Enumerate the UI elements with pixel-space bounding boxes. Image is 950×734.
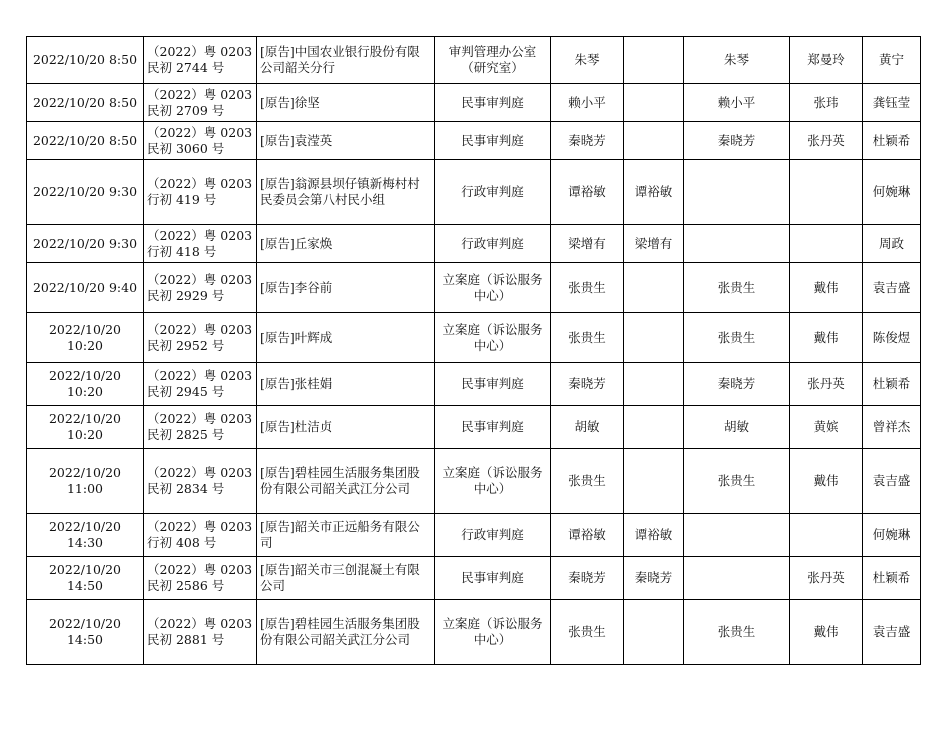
undertaking-judge-cell: [684, 514, 790, 557]
hearing-time-cell: 2022/10/20 8:50: [27, 84, 144, 122]
case-number-cell: （2022）粤 0203 民初 2709 号: [144, 84, 257, 122]
presiding-judge-cell: [624, 600, 684, 665]
party-cell: [原告]丘家焕: [257, 225, 435, 263]
hearing-time-cell: 2022/10/20 9:30: [27, 225, 144, 263]
hearing-time-cell: 2022/10/20 8:50: [27, 122, 144, 160]
undertaking-judge-cell: 朱琴: [684, 37, 790, 84]
department-cell: 审判管理办公室（研究室）: [435, 37, 551, 84]
department-cell: 民事审判庭: [435, 363, 551, 406]
judge-cell: 张贵生: [551, 263, 624, 313]
department-cell: 行政审判庭: [435, 225, 551, 263]
clerk-cell: 杜颖希: [863, 363, 921, 406]
judge-assistant-cell: [790, 225, 863, 263]
judge-cell: 张贵生: [551, 313, 624, 363]
presiding-judge-cell: [624, 122, 684, 160]
undertaking-judge-cell: [684, 225, 790, 263]
judge-cell: 秦晓芳: [551, 363, 624, 406]
party-cell: [原告]叶辉成: [257, 313, 435, 363]
case-number-cell: （2022）粤 0203 民初 2744 号: [144, 37, 257, 84]
judge-assistant-cell: 张丹英: [790, 363, 863, 406]
judge-cell: 胡敏: [551, 406, 624, 449]
hearing-time-cell: 2022/10/20 10:20: [27, 363, 144, 406]
judge-cell: 张贵生: [551, 600, 624, 665]
judge-assistant-cell: 张丹英: [790, 557, 863, 600]
table-row: [27, 225, 921, 263]
judge-cell: 秦晓芳: [551, 122, 624, 160]
judge-assistant-cell: [790, 514, 863, 557]
case-number-cell: （2022）粤 0203 民初 2834 号: [144, 449, 257, 514]
undertaking-judge-cell: 张贵生: [684, 600, 790, 665]
undertaking-judge-cell: 秦晓芳: [684, 363, 790, 406]
case-number-cell: （2022）粤 0203 行初 418 号: [144, 225, 257, 263]
judge-assistant-cell: 黄嫔: [790, 406, 863, 449]
presiding-judge-cell: 秦晓芳: [624, 557, 684, 600]
undertaking-judge-cell: [684, 557, 790, 600]
department-cell: 民事审判庭: [435, 406, 551, 449]
table-row: [27, 363, 921, 406]
undertaking-judge-cell: 张贵生: [684, 449, 790, 514]
case-number-cell: （2022）粤 0203 行初 408 号: [144, 514, 257, 557]
clerk-cell: 袁吉盛: [863, 449, 921, 514]
clerk-cell: 何婉琳: [863, 514, 921, 557]
department-cell: 行政审判庭: [435, 160, 551, 225]
hearing-time-cell: 2022/10/20 9:30: [27, 160, 144, 225]
table-row: [27, 313, 921, 363]
department-cell: 立案庭（诉讼服务中心）: [435, 449, 551, 514]
judge-cell: 秦晓芳: [551, 557, 624, 600]
department-cell: 立案庭（诉讼服务中心）: [435, 263, 551, 313]
judge-cell: 梁增有: [551, 225, 624, 263]
undertaking-judge-cell: 赖小平: [684, 84, 790, 122]
judge-assistant-cell: 戴伟: [790, 600, 863, 665]
presiding-judge-cell: [624, 313, 684, 363]
table-row: [27, 600, 921, 665]
undertaking-judge-cell: 张贵生: [684, 263, 790, 313]
department-cell: 民事审判庭: [435, 84, 551, 122]
undertaking-judge-cell: 张贵生: [684, 313, 790, 363]
undertaking-judge-cell: 秦晓芳: [684, 122, 790, 160]
judge-cell: 谭裕敏: [551, 514, 624, 557]
hearing-schedule-table: [26, 36, 921, 665]
presiding-judge-cell: [624, 84, 684, 122]
hearing-time-cell: 2022/10/20 8:50: [27, 37, 144, 84]
party-cell: [原告]杜洁贞: [257, 406, 435, 449]
party-cell: [原告]韶关市正远船务有限公司: [257, 514, 435, 557]
table-row: [27, 449, 921, 514]
case-number-cell: （2022）粤 0203 民初 2881 号: [144, 600, 257, 665]
case-number-cell: （2022）粤 0203 民初 2586 号: [144, 557, 257, 600]
table-row: [27, 37, 921, 84]
table-row: [27, 122, 921, 160]
table-row: [27, 406, 921, 449]
case-number-cell: （2022）粤 0203 民初 2952 号: [144, 313, 257, 363]
presiding-judge-cell: 谭裕敏: [624, 160, 684, 225]
judge-cell: 张贵生: [551, 449, 624, 514]
hearing-time-cell: 2022/10/20 11:00: [27, 449, 144, 514]
presiding-judge-cell: [624, 449, 684, 514]
presiding-judge-cell: [624, 363, 684, 406]
table-row: [27, 263, 921, 313]
clerk-cell: 陈俊煜: [863, 313, 921, 363]
department-cell: 立案庭（诉讼服务中心）: [435, 313, 551, 363]
judge-cell: 赖小平: [551, 84, 624, 122]
department-cell: 立案庭（诉讼服务中心）: [435, 600, 551, 665]
hearing-time-cell: 2022/10/20 14:50: [27, 557, 144, 600]
party-cell: [原告]徐坚: [257, 84, 435, 122]
judge-cell: 谭裕敏: [551, 160, 624, 225]
party-cell: [原告]翁源县坝仔镇新梅村村民委员会第八村民小组: [257, 160, 435, 225]
party-cell: [原告]韶关市三创混凝土有限公司: [257, 557, 435, 600]
party-cell: [原告]碧桂园生活服务集团股份有限公司韶关武江分公司: [257, 449, 435, 514]
judge-assistant-cell: 张玮: [790, 84, 863, 122]
table-row: [27, 160, 921, 225]
clerk-cell: 龚钰莹: [863, 84, 921, 122]
clerk-cell: 杜颖希: [863, 557, 921, 600]
party-cell: [原告]李谷前: [257, 263, 435, 313]
party-cell: [原告]中国农业银行股份有限公司韶关分行: [257, 37, 435, 84]
hearing-time-cell: 2022/10/20 9:40: [27, 263, 144, 313]
presiding-judge-cell: 谭裕敏: [624, 514, 684, 557]
hearing-time-cell: 2022/10/20 14:30: [27, 514, 144, 557]
judge-assistant-cell: 戴伟: [790, 263, 863, 313]
hearing-time-cell: 2022/10/20 14:50: [27, 600, 144, 665]
judge-assistant-cell: [790, 160, 863, 225]
judge-cell: 朱琴: [551, 37, 624, 84]
table-body: [27, 37, 921, 665]
department-cell: 行政审判庭: [435, 514, 551, 557]
case-number-cell: （2022）粤 0203 民初 2945 号: [144, 363, 257, 406]
judge-assistant-cell: 张丹英: [790, 122, 863, 160]
clerk-cell: 袁吉盛: [863, 600, 921, 665]
party-cell: [原告]袁滢英: [257, 122, 435, 160]
case-number-cell: （2022）粤 0203 民初 2825 号: [144, 406, 257, 449]
table-row: [27, 557, 921, 600]
presiding-judge-cell: [624, 263, 684, 313]
case-number-cell: （2022）粤 0203 行初 419 号: [144, 160, 257, 225]
department-cell: 民事审判庭: [435, 122, 551, 160]
undertaking-judge-cell: [684, 160, 790, 225]
table-row: [27, 84, 921, 122]
case-number-cell: （2022）粤 0203 民初 2929 号: [144, 263, 257, 313]
undertaking-judge-cell: 胡敏: [684, 406, 790, 449]
hearing-time-cell: 2022/10/20 10:20: [27, 406, 144, 449]
clerk-cell: 袁吉盛: [863, 263, 921, 313]
presiding-judge-cell: [624, 406, 684, 449]
clerk-cell: 曾祥杰: [863, 406, 921, 449]
clerk-cell: 周政: [863, 225, 921, 263]
party-cell: [原告]碧桂园生活服务集团股份有限公司韶关武江分公司: [257, 600, 435, 665]
presiding-judge-cell: 梁增有: [624, 225, 684, 263]
clerk-cell: 黄宁: [863, 37, 921, 84]
clerk-cell: 杜颖希: [863, 122, 921, 160]
case-number-cell: （2022）粤 0203 民初 3060 号: [144, 122, 257, 160]
judge-assistant-cell: 戴伟: [790, 449, 863, 514]
table-row: [27, 514, 921, 557]
hearing-time-cell: 2022/10/20 10:20: [27, 313, 144, 363]
presiding-judge-cell: [624, 37, 684, 84]
party-cell: [原告]张桂娟: [257, 363, 435, 406]
clerk-cell: 何婉琳: [863, 160, 921, 225]
judge-assistant-cell: 戴伟: [790, 313, 863, 363]
judge-assistant-cell: 郑曼玲: [790, 37, 863, 84]
department-cell: 民事审判庭: [435, 557, 551, 600]
